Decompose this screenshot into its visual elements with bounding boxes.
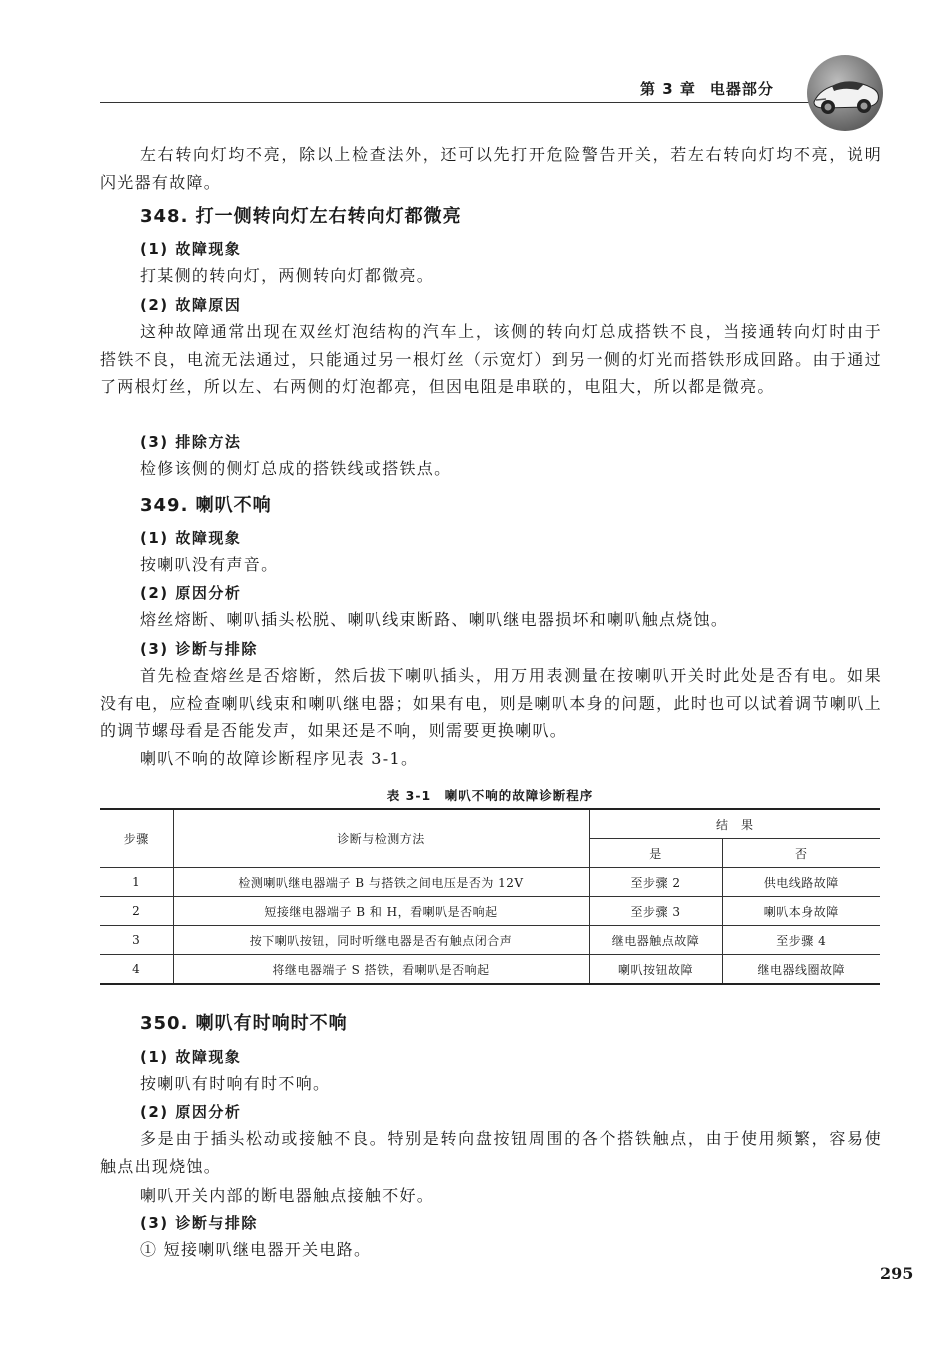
header-method: 诊断与检测方法 bbox=[173, 809, 589, 868]
section-348-text1: 打某侧的转向灯，两侧转向灯都微亮。 bbox=[140, 266, 435, 285]
section-349-sub3: (3) 诊断与排除 bbox=[140, 640, 258, 658]
section-349-text4: 喇叭不响的故障诊断程序见表 3-1。 bbox=[140, 749, 419, 768]
intro-paragraph: 左右转向灯均不亮，除以上检查法外，还可以先打开危险警告开关，若左右转向灯均不亮，说明闪光器有故障。 bbox=[100, 145, 882, 192]
row-no: 继电器线圈故障 bbox=[722, 955, 880, 985]
section-350-sub1: (1) 故障现象 bbox=[140, 1048, 242, 1066]
section-348-title: 348. 打一侧转向灯左右转向灯都微亮 bbox=[140, 206, 462, 227]
page-number: 295 bbox=[880, 1264, 914, 1283]
section-348-text3: 检修该侧的侧灯总成的搭铁线或搭铁点。 bbox=[140, 459, 452, 478]
header-step: 步骤 bbox=[100, 809, 173, 868]
table-header-row bbox=[100, 809, 880, 839]
section-350-text2: 多是由于插头松动或接触不良。特别是转向盘按钮周围的各个搭铁触点，由于使用频繁，容易使触点出现烧蚀。 bbox=[100, 1129, 882, 1176]
section-349-text1: 按喇叭没有声音。 bbox=[140, 555, 279, 574]
section-350-title: 350. 喇叭有时响时不响 bbox=[140, 1013, 348, 1034]
header-yes: 是 bbox=[589, 839, 722, 868]
section-349-sub2: (2) 原因分析 bbox=[140, 584, 242, 602]
section-348-text2: 这种故障通常出现在双丝灯泡结构的汽车上，该侧的转向灯总成搭铁不良，当接通转向灯时由于搭铁不良，电流无法通过，只能通过另一根灯丝（示宽灯）到另一侧的灯光而搭铁形成回路。由于通过了两根灯丝，所以左、右两侧的灯泡都亮，但因电阻是串联的，电阻大，所以都是微亮。 bbox=[100, 322, 882, 397]
table-caption: 表 3-1 喇叭不响的故障诊断程序 bbox=[386, 788, 594, 803]
section-349-text3: 首先检查熔丝是否熔断，然后拔下喇叭插头，用万用表测量在按喇叭开关时此处是否有电。如果没有电，应检查喇叭线束和喇叭继电器；如果有电，则是喇叭本身的问题，此时也可以试着调节喇叭上的调节螺母看是否能发声，如果还是不响，则需要更换喇叭。 bbox=[100, 666, 882, 741]
row-step: 3 bbox=[100, 926, 173, 955]
section-348-sub3: (3) 排除方法 bbox=[140, 433, 242, 451]
table-row bbox=[100, 926, 880, 955]
row-method: 检测喇叭继电器端子 B 与搭铁之间电压是否为 12V bbox=[173, 868, 589, 897]
section-350-text3: 喇叭开关内部的断电器触点接触不好。 bbox=[140, 1186, 435, 1205]
diagnosis-table bbox=[100, 808, 880, 985]
header-no: 否 bbox=[722, 839, 880, 868]
section-349-title: 349. 喇叭不响 bbox=[140, 495, 272, 516]
row-yes: 喇叭按钮故障 bbox=[589, 955, 722, 985]
row-method: 将继电器端子 S 搭铁，看喇叭是否响起 bbox=[173, 955, 589, 985]
row-step: 2 bbox=[100, 897, 173, 926]
section-label: 电器部分 bbox=[709, 80, 774, 98]
row-no: 至步骤 4 bbox=[722, 926, 880, 955]
row-method: 短接继电器端子 B 和 H，看喇叭是否响起 bbox=[173, 897, 589, 926]
section-350-text1: 按喇叭有时响有时不响。 bbox=[140, 1074, 331, 1093]
section-350-sub2: (2) 原因分析 bbox=[140, 1103, 242, 1121]
header-result: 结 果 bbox=[589, 809, 880, 839]
row-yes: 至步骤 3 bbox=[589, 897, 722, 926]
row-no: 喇叭本身故障 bbox=[722, 897, 880, 926]
row-yes: 继电器触点故障 bbox=[589, 926, 722, 955]
section-349-text2: 熔丝熔断、喇叭插头松脱、喇叭线束断路、喇叭继电器损坏和喇叭触点烧蚀。 bbox=[140, 610, 729, 629]
section-349-sub1: (1) 故障现象 bbox=[140, 529, 242, 547]
table-row bbox=[100, 897, 880, 926]
section-348-sub1: (1) 故障现象 bbox=[140, 240, 242, 258]
row-step: 1 bbox=[100, 868, 173, 897]
row-yes: 至步骤 2 bbox=[589, 868, 722, 897]
section-350-sub3: (3) 诊断与排除 bbox=[140, 1214, 258, 1232]
row-method: 按下喇叭按钮，同时听继电器是否有触点闭合声 bbox=[173, 926, 589, 955]
row-step: 4 bbox=[100, 955, 173, 985]
section-348-sub2: (2) 故障原因 bbox=[140, 296, 242, 314]
car-icon bbox=[806, 54, 884, 132]
row-no: 供电线路故障 bbox=[722, 868, 880, 897]
table-row bbox=[100, 868, 880, 897]
table-row bbox=[100, 955, 880, 985]
running-header bbox=[640, 78, 810, 104]
chapter-label: 第 3 章 bbox=[640, 80, 696, 98]
header-rule bbox=[100, 102, 820, 103]
section-350-text4: ① 短接喇叭继电器开关电路。 bbox=[140, 1240, 372, 1259]
